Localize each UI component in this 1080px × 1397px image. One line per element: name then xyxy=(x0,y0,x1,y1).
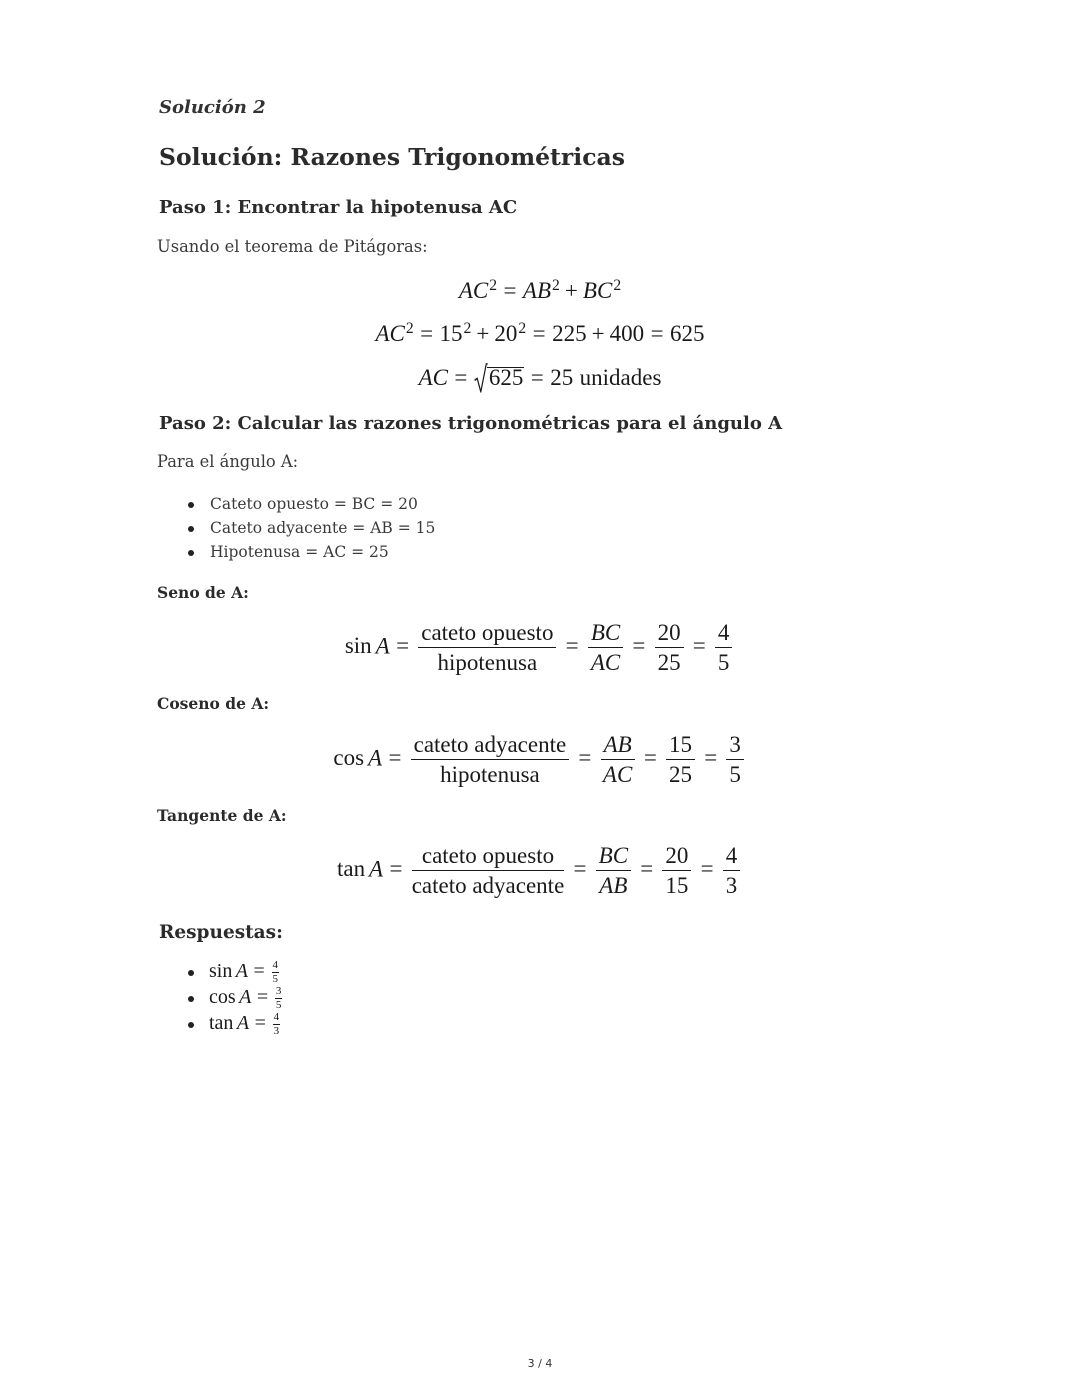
equals-sign: = xyxy=(532,321,546,346)
variable-ab: AB xyxy=(522,278,552,303)
variable-ac: AC xyxy=(418,365,448,390)
function-name: sin xyxy=(209,960,233,982)
plus-sign: + xyxy=(476,321,490,346)
step-2-heading: Paso 2: Calcular las razones trigonométricas para el ángulo A xyxy=(159,413,783,434)
function-name: tan xyxy=(337,856,366,882)
exponent: 2 xyxy=(489,276,498,294)
number: 225 xyxy=(552,321,587,346)
sine-equation xyxy=(0,621,1080,675)
numerator: cateto opuesto xyxy=(412,844,565,871)
hypotenuse-result-equation xyxy=(0,363,1080,393)
fraction-definition xyxy=(411,733,570,787)
page-number: 3 / 4 xyxy=(527,1357,553,1370)
fraction-simplified xyxy=(726,733,744,787)
denominator: 5 xyxy=(275,998,282,1011)
substitution-equation xyxy=(0,319,1080,349)
variable-ac: AC xyxy=(375,321,405,346)
answer-item-cos xyxy=(209,985,282,1011)
equals-sign: = xyxy=(388,745,402,771)
fraction-numeric xyxy=(655,621,684,675)
equals-sign: = xyxy=(253,960,265,982)
numerator: cateto adyacente xyxy=(411,733,570,760)
angle-variable: A xyxy=(236,1011,250,1034)
term-20-squared xyxy=(494,321,526,346)
tangent-label: Tangente de A: xyxy=(157,806,287,825)
equals-sign: = xyxy=(632,633,646,659)
denominator: hipotenusa xyxy=(437,650,538,675)
fraction-symbolic xyxy=(596,844,631,898)
numerator: 20 xyxy=(662,844,691,871)
answers-list xyxy=(157,959,282,1037)
function-name: tan xyxy=(209,1011,234,1034)
equals-sign: = xyxy=(254,1011,266,1034)
fraction-simplified xyxy=(723,844,741,898)
equals-sign: = xyxy=(578,745,592,771)
numerator: cateto opuesto xyxy=(418,621,556,648)
numerator: 4 xyxy=(715,621,733,648)
cosine-equation xyxy=(0,733,1080,787)
result-number: 625 xyxy=(670,321,705,346)
unit-text: unidades xyxy=(579,365,662,390)
equals-sign: = xyxy=(692,633,706,659)
numerator: 4 xyxy=(723,844,741,871)
exponent: 2 xyxy=(518,319,527,337)
exponent: 2 xyxy=(613,276,622,294)
angle-variable: A xyxy=(239,985,252,1008)
equals-sign: = xyxy=(565,633,579,659)
step-1-intro: Usando el teorema de Pitágoras: xyxy=(157,237,428,256)
answer-fraction xyxy=(273,1012,281,1037)
numerator: 20 xyxy=(655,621,684,648)
fraction-numeric xyxy=(666,733,695,787)
answer-fraction xyxy=(275,986,283,1011)
numerator: 15 xyxy=(666,733,695,760)
radicand: 625 xyxy=(488,365,524,390)
denominator: hipotenusa xyxy=(440,762,540,787)
variable-ac: AC xyxy=(458,278,489,303)
fraction-numeric xyxy=(662,844,691,898)
square-root xyxy=(474,363,525,393)
tangent-equation xyxy=(0,844,1080,898)
equals-sign: = xyxy=(420,321,434,346)
equals-sign: = xyxy=(573,856,587,882)
denominator: 25 xyxy=(669,762,693,787)
denominator: AC xyxy=(590,650,621,675)
list-item: Cateto adyacente = AB = 15 xyxy=(210,516,435,540)
term-15-squared xyxy=(440,321,472,346)
sides-list xyxy=(157,492,435,564)
answers-heading: Respuestas: xyxy=(159,922,283,943)
denominator: 3 xyxy=(273,1024,280,1037)
term-lhs-squared xyxy=(375,321,413,346)
fraction-definition xyxy=(412,844,565,898)
fraction-simplified xyxy=(715,621,733,675)
equals-sign: = xyxy=(256,985,269,1008)
answer-fraction xyxy=(272,960,280,985)
equals-sign: = xyxy=(530,365,544,390)
angle-variable: A xyxy=(367,745,382,771)
numerator: BC xyxy=(596,844,631,871)
number: 15 xyxy=(439,321,463,346)
denominator: 5 xyxy=(272,972,279,985)
equals-sign: = xyxy=(650,321,664,346)
step-1-heading: Paso 1: Encontrar la hipotenusa AC xyxy=(159,197,518,218)
denominator: AB xyxy=(599,873,628,898)
number: 20 xyxy=(494,321,518,346)
step-2-intro: Para el ángulo A: xyxy=(157,452,299,471)
fraction-symbolic xyxy=(601,733,635,787)
numerator: 4 xyxy=(272,958,279,971)
equals-sign: = xyxy=(704,745,718,771)
cosine-label: Coseno de A: xyxy=(157,694,270,713)
plus-sign: + xyxy=(564,278,578,303)
list-item: Cateto opuesto = BC = 20 xyxy=(210,492,435,516)
solution-label: Solución 2 xyxy=(159,97,266,118)
denominator: 5 xyxy=(729,762,741,787)
angle-variable: A xyxy=(375,633,390,659)
numerator: 4 xyxy=(273,1010,280,1023)
equals-sign: = xyxy=(503,278,517,303)
number: 400 xyxy=(609,321,645,346)
denominator: 5 xyxy=(717,650,730,675)
equals-sign: = xyxy=(454,365,468,390)
exponent: 2 xyxy=(552,276,560,294)
sine-label: Seno de A: xyxy=(157,583,249,602)
function-name: sin xyxy=(344,633,372,659)
denominator: AC xyxy=(602,762,633,787)
plus-sign: + xyxy=(591,321,605,346)
equals-sign: = xyxy=(396,633,410,659)
list-item: Hipotenusa = AC = 25 xyxy=(210,540,435,564)
numerator: AB xyxy=(601,733,635,760)
numerator: BC xyxy=(588,621,623,648)
fraction-symbolic xyxy=(588,621,623,675)
answer-item-sin xyxy=(209,959,282,985)
denominator: 25 xyxy=(657,650,681,675)
term-lhs-squared xyxy=(459,278,497,303)
equals-sign: = xyxy=(640,856,654,882)
denominator: cateto adyacente xyxy=(411,873,565,898)
numerator: 3 xyxy=(275,984,282,997)
answer-item-tan xyxy=(209,1011,282,1037)
function-name: cos xyxy=(333,745,365,771)
fraction-definition xyxy=(418,621,556,675)
angle-variable: A xyxy=(369,856,384,882)
exponent: 2 xyxy=(405,319,414,337)
pythagoras-equation xyxy=(0,276,1080,306)
equals-sign: = xyxy=(700,856,714,882)
term-ab-squared xyxy=(523,278,560,303)
equals-sign: = xyxy=(389,856,403,882)
square-root-icon xyxy=(474,363,487,393)
function-name: cos xyxy=(209,985,236,1008)
exponent: 2 xyxy=(463,319,472,337)
variable-bc: BC xyxy=(582,278,613,303)
equals-sign: = xyxy=(643,745,657,771)
term-bc-squared xyxy=(583,278,621,303)
numerator: 3 xyxy=(726,733,744,760)
result-number: 25 xyxy=(550,365,574,390)
page-title: Solución: Razones Trigonométricas xyxy=(159,143,625,171)
denominator: 3 xyxy=(725,873,738,898)
angle-variable: A xyxy=(235,960,248,982)
denominator: 15 xyxy=(665,873,689,898)
